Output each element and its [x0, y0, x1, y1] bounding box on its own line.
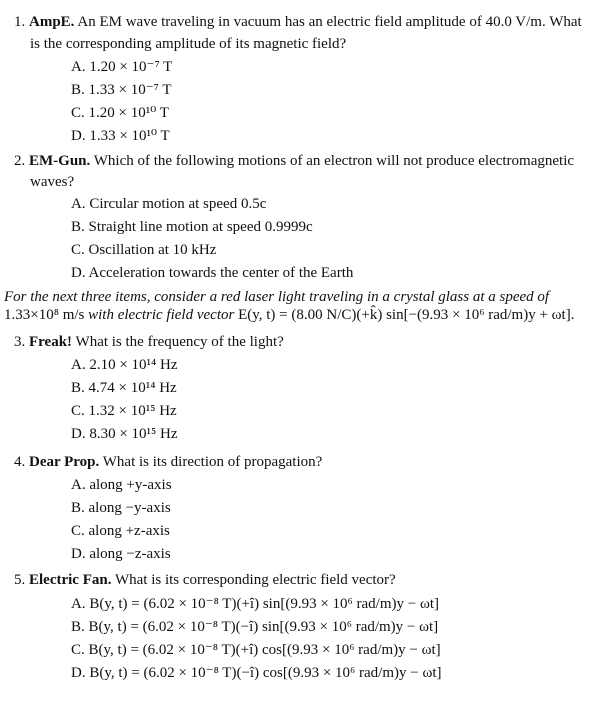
- question-2-choice-a: A. Circular motion at speed 0.5c: [71, 196, 267, 212]
- question-2-choice-d: D. Acceleration towards the center of the Earth: [71, 265, 354, 281]
- question-5-choice-a: A. B(y, t) = (6.02 × 10⁻⁸ T)(+î) sin[(9.93 × 10⁶ rad/m)y − ωt]: [71, 596, 439, 612]
- question-5-choice-c: C. B(y, t) = (6.02 × 10⁻⁸ T)(+î) cos[(9.93 × 10⁶ rad/m)y − ωt]: [71, 642, 441, 658]
- question-text: What is the frequency of the light?: [75, 334, 284, 350]
- question-title: AmpE.: [29, 14, 75, 30]
- question-title: Freak!: [29, 334, 73, 350]
- question-1-choice-d: D. 1.33 × 10¹⁰ T: [71, 128, 170, 144]
- question-3-stem: [14, 335, 284, 350]
- question-number: 2.: [14, 153, 26, 169]
- intro-text: with electric field vector: [88, 307, 235, 323]
- question-text: An EM wave traveling in vacuum has an electric field amplitude of 40.0 V/m. What: [77, 14, 582, 30]
- question-2-choice-c: C. Oscillation at 10 kHz: [71, 242, 217, 258]
- question-5-stem: [14, 573, 396, 588]
- question-1-choice-b: B. 1.33 × 10⁻⁷ T: [71, 82, 172, 98]
- question-title: Dear Prop.: [29, 454, 100, 470]
- question-5-choice-d: D. B(y, t) = (6.02 × 10⁻⁸ T)(−î) cos[(9.93 × 10⁶ rad/m)y − ωt]: [71, 665, 442, 681]
- question-4-choice-c: C. along +z-axis: [71, 523, 170, 539]
- question-number: 4.: [14, 454, 26, 470]
- question-text: What is its direction of propagation?: [102, 454, 323, 470]
- question-3-choice-a: A. 2.10 × 10¹⁴ Hz: [71, 357, 178, 373]
- intro-line-1: For the next three items, consider a red laser light traveling in a crystal glass at a speed of: [4, 289, 550, 305]
- question-3-choice-c: C. 1.32 × 10¹⁵ Hz: [71, 403, 177, 419]
- question-1-stem-cont: is the corresponding amplitude of its magnetic field?: [30, 36, 347, 52]
- question-2-choice-b: B. Straight line motion at speed 0.9999c: [71, 219, 313, 235]
- question-4-choice-d: D. along −z-axis: [71, 546, 171, 562]
- intro-equation: E(y, t) = (8.00 N/C)(+k̂) sin[−(9.93 × 10⁶ rad/m)y + ωt].: [238, 307, 575, 323]
- question-number: 1.: [14, 14, 26, 30]
- question-title: Electric Fan.: [29, 572, 112, 588]
- question-3-choice-d: D. 8.30 × 10¹⁵ Hz: [71, 426, 178, 442]
- question-text: Which of the following motions of an electron will not produce electromagnetic: [93, 153, 575, 169]
- question-title: EM-Gun.: [29, 153, 91, 169]
- question-text: What is its corresponding electric field vector?: [114, 572, 396, 588]
- intro-line-2: [4, 308, 574, 323]
- question-3-choice-b: B. 4.74 × 10¹⁴ Hz: [71, 380, 177, 396]
- question-4-choice-a: A. along +y-axis: [71, 477, 172, 493]
- question-2-stem: [14, 154, 574, 169]
- intro-speed: 1.33×10⁸ m/s: [4, 307, 85, 323]
- question-number: 3.: [14, 334, 26, 350]
- question-number: 5.: [14, 572, 26, 588]
- question-1-choice-a: A. 1.20 × 10⁻⁷ T: [71, 59, 173, 75]
- question-1-stem: [14, 15, 582, 30]
- question-4-stem: [14, 455, 322, 470]
- question-5-choice-b: B. B(y, t) = (6.02 × 10⁻⁸ T)(−î) sin[(9.93 × 10⁶ rad/m)y − ωt]: [71, 619, 439, 635]
- question-4-choice-b: B. along −y-axis: [71, 500, 171, 516]
- question-2-stem-cont: waves?: [30, 174, 75, 190]
- question-1-choice-c: C. 1.20 × 10¹⁰ T: [71, 105, 169, 121]
